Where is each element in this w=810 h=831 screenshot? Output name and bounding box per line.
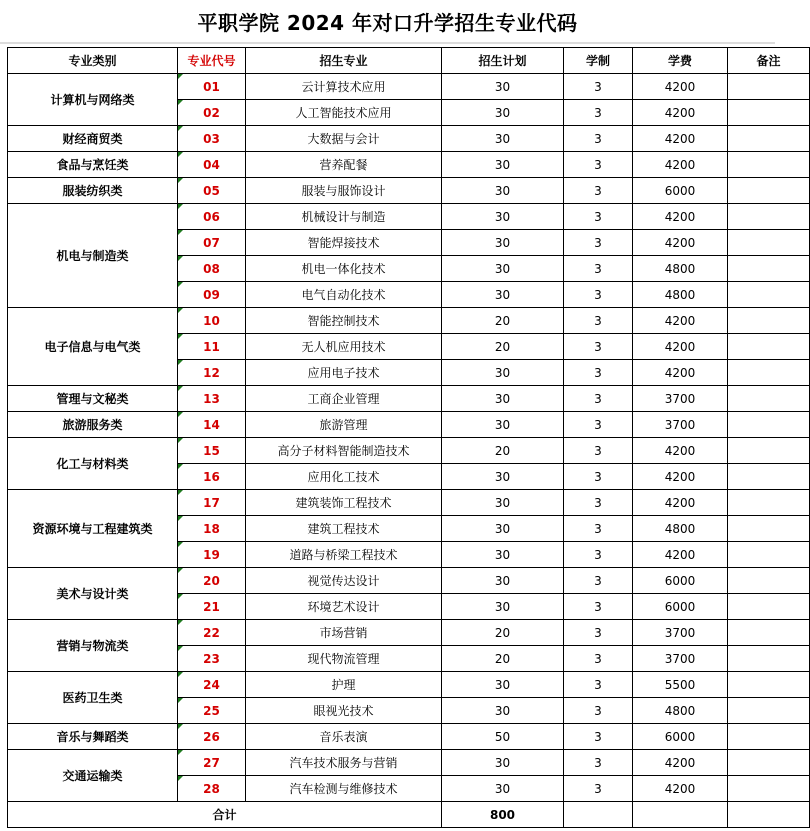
major-cell: 云计算技术应用 <box>246 74 442 100</box>
note-cell <box>728 126 810 152</box>
years-cell: 3 <box>564 282 633 308</box>
note-cell <box>728 308 810 334</box>
total-value: 800 <box>442 802 564 828</box>
note-cell <box>728 74 810 100</box>
major-cell: 高分子材料智能制造技术 <box>246 438 442 464</box>
category-cell: 交通运输类 <box>8 750 178 802</box>
table-row <box>8 724 810 750</box>
col-header-fee: 学费 <box>633 48 728 74</box>
major-cell: 机电一体化技术 <box>246 256 442 282</box>
code-cell: 20 <box>178 568 246 594</box>
note-cell <box>728 750 810 776</box>
note-cell <box>728 386 810 412</box>
category-cell: 计算机与网络类 <box>8 74 178 126</box>
category-cell: 美术与设计类 <box>8 568 178 620</box>
fee-cell: 6000 <box>633 594 728 620</box>
plan-cell: 30 <box>442 178 564 204</box>
total-empty <box>728 802 810 828</box>
category-cell: 电子信息与电气类 <box>8 308 178 386</box>
table-row <box>8 308 810 334</box>
fee-cell: 4800 <box>633 282 728 308</box>
fee-cell: 4200 <box>633 334 728 360</box>
total-empty <box>633 802 728 828</box>
note-cell <box>728 490 810 516</box>
note-cell <box>728 464 810 490</box>
fee-cell: 4200 <box>633 230 728 256</box>
note-cell <box>728 412 810 438</box>
note-cell <box>728 620 810 646</box>
major-cell: 人工智能技术应用 <box>246 100 442 126</box>
plan-cell: 20 <box>442 308 564 334</box>
fee-cell: 5500 <box>633 672 728 698</box>
category-cell: 资源环境与工程建筑类 <box>8 490 178 568</box>
col-header-years: 学制 <box>564 48 633 74</box>
major-cell: 护理 <box>246 672 442 698</box>
table-row <box>8 412 810 438</box>
plan-cell: 30 <box>442 74 564 100</box>
fee-cell: 4200 <box>633 308 728 334</box>
code-cell: 03 <box>178 126 246 152</box>
fee-cell: 4800 <box>633 698 728 724</box>
code-cell: 04 <box>178 152 246 178</box>
plan-cell: 30 <box>442 490 564 516</box>
years-cell: 3 <box>564 178 633 204</box>
col-header-category: 专业类别 <box>8 48 178 74</box>
page-title: 平职学院 2024 年对口升学招生专业代码 <box>197 10 578 35</box>
fee-cell: 3700 <box>633 386 728 412</box>
category-cell: 旅游服务类 <box>8 412 178 438</box>
category-cell: 管理与文秘类 <box>8 386 178 412</box>
major-cell: 市场营销 <box>246 620 442 646</box>
plan-cell: 30 <box>442 204 564 230</box>
code-cell: 16 <box>178 464 246 490</box>
major-cell: 音乐表演 <box>246 724 442 750</box>
years-cell: 3 <box>564 776 633 802</box>
years-cell: 3 <box>564 516 633 542</box>
years-cell: 3 <box>564 490 633 516</box>
plan-cell: 30 <box>442 750 564 776</box>
admissions-table <box>7 47 810 828</box>
fee-cell: 6000 <box>633 568 728 594</box>
major-cell: 智能控制技术 <box>246 308 442 334</box>
fee-cell: 4200 <box>633 152 728 178</box>
plan-cell: 30 <box>442 282 564 308</box>
years-cell: 3 <box>564 412 633 438</box>
major-cell: 环境艺术设计 <box>246 594 442 620</box>
fee-cell: 6000 <box>633 178 728 204</box>
years-cell: 3 <box>564 646 633 672</box>
note-cell <box>728 698 810 724</box>
code-cell: 06 <box>178 204 246 230</box>
code-cell: 09 <box>178 282 246 308</box>
note-cell <box>728 568 810 594</box>
category-cell: 医药卫生类 <box>8 672 178 724</box>
plan-cell: 30 <box>442 412 564 438</box>
fee-cell: 4200 <box>633 360 728 386</box>
table-body <box>8 74 810 802</box>
years-cell: 3 <box>564 542 633 568</box>
code-cell: 07 <box>178 230 246 256</box>
code-cell: 11 <box>178 334 246 360</box>
code-cell: 13 <box>178 386 246 412</box>
note-cell <box>728 100 810 126</box>
fee-cell: 3700 <box>633 620 728 646</box>
note-cell <box>728 152 810 178</box>
years-cell: 3 <box>564 230 633 256</box>
note-cell <box>728 334 810 360</box>
major-cell: 现代物流管理 <box>246 646 442 672</box>
header-row <box>8 48 810 74</box>
major-cell: 道路与桥梁工程技术 <box>246 542 442 568</box>
code-cell: 02 <box>178 100 246 126</box>
plan-cell: 30 <box>442 516 564 542</box>
note-cell <box>728 204 810 230</box>
fee-cell: 4200 <box>633 438 728 464</box>
plan-cell: 30 <box>442 542 564 568</box>
total-row <box>8 802 810 828</box>
plan-cell: 20 <box>442 646 564 672</box>
plan-cell: 30 <box>442 360 564 386</box>
years-cell: 3 <box>564 126 633 152</box>
fee-cell: 4200 <box>633 204 728 230</box>
code-cell: 27 <box>178 750 246 776</box>
code-cell: 01 <box>178 74 246 100</box>
major-cell: 建筑装饰工程技术 <box>246 490 442 516</box>
fee-cell: 4200 <box>633 464 728 490</box>
code-cell: 24 <box>178 672 246 698</box>
category-cell: 机电与制造类 <box>8 204 178 308</box>
years-cell: 3 <box>564 698 633 724</box>
major-cell: 营养配餐 <box>246 152 442 178</box>
years-cell: 3 <box>564 724 633 750</box>
note-cell <box>728 724 810 750</box>
fee-cell: 4800 <box>633 516 728 542</box>
note-cell <box>728 646 810 672</box>
years-cell: 3 <box>564 204 633 230</box>
major-cell: 眼视光技术 <box>246 698 442 724</box>
major-cell: 应用电子技术 <box>246 360 442 386</box>
category-cell: 食品与烹饪类 <box>8 152 178 178</box>
major-cell: 汽车技术服务与营销 <box>246 750 442 776</box>
col-header-major: 招生专业 <box>246 48 442 74</box>
code-cell: 15 <box>178 438 246 464</box>
note-cell <box>728 672 810 698</box>
fee-cell: 4200 <box>633 542 728 568</box>
table-row <box>8 672 810 698</box>
note-cell <box>728 360 810 386</box>
years-cell: 3 <box>564 568 633 594</box>
years-cell: 3 <box>564 74 633 100</box>
plan-cell: 30 <box>442 152 564 178</box>
fee-cell: 4200 <box>633 126 728 152</box>
fee-cell: 6000 <box>633 724 728 750</box>
fee-cell: 4200 <box>633 750 728 776</box>
fee-cell: 4200 <box>633 776 728 802</box>
table-row <box>8 204 810 230</box>
col-header-note: 备注 <box>728 48 810 74</box>
table-row <box>8 568 810 594</box>
code-cell: 08 <box>178 256 246 282</box>
years-cell: 3 <box>564 386 633 412</box>
major-cell: 电气自动化技术 <box>246 282 442 308</box>
note-cell <box>728 776 810 802</box>
col-header-code: 专业代号 <box>178 48 246 74</box>
plan-cell: 30 <box>442 230 564 256</box>
col-header-plan: 招生计划 <box>442 48 564 74</box>
plan-cell: 30 <box>442 776 564 802</box>
code-cell: 14 <box>178 412 246 438</box>
code-cell: 26 <box>178 724 246 750</box>
category-cell: 服装纺织类 <box>8 178 178 204</box>
table-row <box>8 126 810 152</box>
code-cell: 23 <box>178 646 246 672</box>
note-cell <box>728 594 810 620</box>
table-row <box>8 74 810 100</box>
plan-cell: 20 <box>442 620 564 646</box>
fee-cell: 4200 <box>633 490 728 516</box>
code-cell: 21 <box>178 594 246 620</box>
major-cell: 应用化工技术 <box>246 464 442 490</box>
code-cell: 12 <box>178 360 246 386</box>
years-cell: 3 <box>564 672 633 698</box>
table-row <box>8 490 810 516</box>
category-cell: 营销与物流类 <box>8 620 178 672</box>
years-cell: 3 <box>564 594 633 620</box>
major-cell: 服装与服饰设计 <box>246 178 442 204</box>
category-cell: 财经商贸类 <box>8 126 178 152</box>
table-row <box>8 438 810 464</box>
years-cell: 3 <box>564 620 633 646</box>
plan-cell: 30 <box>442 594 564 620</box>
code-cell: 18 <box>178 516 246 542</box>
plan-cell: 30 <box>442 698 564 724</box>
category-cell: 化工与材料类 <box>8 438 178 490</box>
major-cell: 机械设计与制造 <box>246 204 442 230</box>
plan-cell: 30 <box>442 126 564 152</box>
plan-cell: 20 <box>442 438 564 464</box>
code-cell: 19 <box>178 542 246 568</box>
note-cell <box>728 516 810 542</box>
total-label: 合计 <box>8 802 442 828</box>
years-cell: 3 <box>564 100 633 126</box>
years-cell: 3 <box>564 464 633 490</box>
table-row <box>8 178 810 204</box>
major-cell: 汽车检测与维修技术 <box>246 776 442 802</box>
years-cell: 3 <box>564 438 633 464</box>
plan-cell: 30 <box>442 464 564 490</box>
fee-cell: 4200 <box>633 74 728 100</box>
fee-cell: 4200 <box>633 100 728 126</box>
note-cell <box>728 256 810 282</box>
years-cell: 3 <box>564 750 633 776</box>
table-row <box>8 152 810 178</box>
code-cell: 28 <box>178 776 246 802</box>
table-row <box>8 750 810 776</box>
years-cell: 3 <box>564 334 633 360</box>
years-cell: 3 <box>564 360 633 386</box>
major-cell: 智能焊接技术 <box>246 230 442 256</box>
plan-cell: 30 <box>442 386 564 412</box>
fee-cell: 4800 <box>633 256 728 282</box>
years-cell: 3 <box>564 256 633 282</box>
years-cell: 3 <box>564 152 633 178</box>
code-cell: 25 <box>178 698 246 724</box>
major-cell: 工商企业管理 <box>246 386 442 412</box>
plan-cell: 30 <box>442 100 564 126</box>
note-cell <box>728 230 810 256</box>
plan-cell: 50 <box>442 724 564 750</box>
code-cell: 05 <box>178 178 246 204</box>
major-cell: 建筑工程技术 <box>246 516 442 542</box>
plan-cell: 20 <box>442 334 564 360</box>
years-cell: 3 <box>564 308 633 334</box>
table-row <box>8 620 810 646</box>
plan-cell: 30 <box>442 672 564 698</box>
major-cell: 视觉传达设计 <box>246 568 442 594</box>
plan-cell: 30 <box>442 568 564 594</box>
plan-cell: 30 <box>442 256 564 282</box>
code-cell: 10 <box>178 308 246 334</box>
header-divider <box>0 42 775 44</box>
fee-cell: 3700 <box>633 412 728 438</box>
note-cell <box>728 178 810 204</box>
code-cell: 17 <box>178 490 246 516</box>
fee-cell: 3700 <box>633 646 728 672</box>
total-empty <box>564 802 633 828</box>
note-cell <box>728 438 810 464</box>
note-cell <box>728 542 810 568</box>
major-cell: 无人机应用技术 <box>246 334 442 360</box>
major-cell: 旅游管理 <box>246 412 442 438</box>
category-cell: 音乐与舞蹈类 <box>8 724 178 750</box>
table-row <box>8 386 810 412</box>
major-cell: 大数据与会计 <box>246 126 442 152</box>
code-cell: 22 <box>178 620 246 646</box>
note-cell <box>728 282 810 308</box>
